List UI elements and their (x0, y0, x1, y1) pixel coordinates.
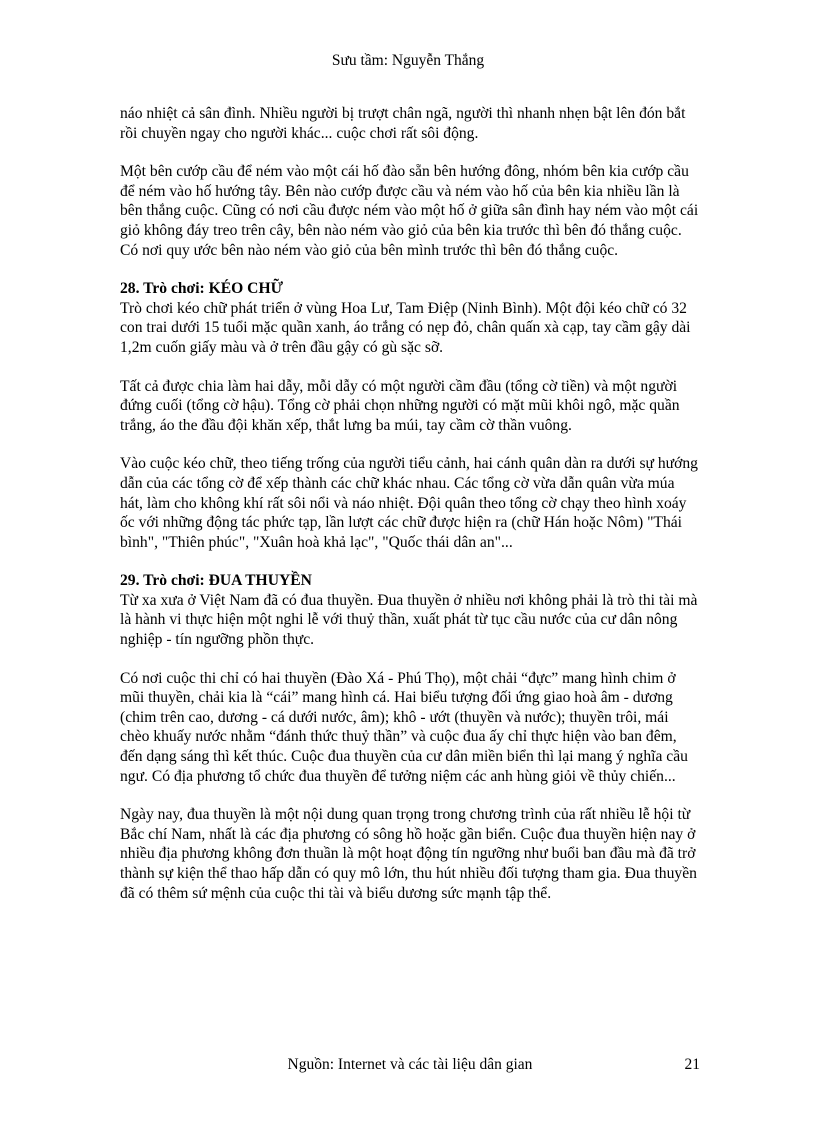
paragraph-intro-1: náo nhiệt cả sân đình. Nhiều người bị trượt chân ngã, người thì nhanh nhẹn bật lên đón bắt rồi chuyền ngay cho người khác... cuộc chơi rất sôi động. (120, 105, 686, 142)
section-heading-28: 28. Trò chơi: KÉO CHỮ (120, 280, 283, 298)
paragraph-28-3: Vào cuộc kéo chữ, theo tiếng trống của người tiểu cảnh, hai cánh quân dàn ra dưới sự hướng dẫn của các tổng cờ để xếp thành các chữ khác nhau. Các tổng cờ vừa dẫn quân vừa múa hát, làm cho không khí rất sôi nổi và náo nhiệt. Đội quân theo tổng cờ chạy theo hình xoáy ốc với những động tác phức tạp, lần lượt các chữ được hiện ra (chữ Hán hoặc Nôm) "Thái bình", "Thiên phúc", "Xuân hoà khả lạc", "Quốc thái dân an"... (120, 455, 698, 551)
page-number: 21 (684, 1056, 700, 1073)
paragraph-29-1: Từ xa xưa ở Việt Nam đã có đua thuyền. Đua thuyền ở nhiều nơi không phải là trò thi tài mà là hành vi thực hiện một nghi lễ với thuỷ thần, xuất phát từ tục cầu nước của cư dân nông nghiệp - tín ngưỡng phồn thực. (120, 591, 698, 649)
page-header: Sưu tầm: Nguyễn Thắng (331, 52, 485, 69)
paragraph-29-2: Có nơi cuộc thi chỉ có hai thuyền (Đào Xá - Phú Thọ), một chải “đực” mang hình chim ở mũi thuyền, chải kia là “cái” mang hình cá. Hai biểu tượng đối ứng giao hoà âm - dương (chim trên cao, dương - cá dưới nước, âm); khô - ướt (thuyền và nước); thuyền trôi, mái chèo khuấy nước nhằm “đánh thức thuỷ thần” và cuộc đua ấy chỉ thực hiện vào ban đêm, đến dạng sáng thì kết thúc. Cuộc đua thuyền của cư dân miền biển thì lại mang ý nghĩa cầu ngư. Có địa phương tổ chức đua thuyền để tưởng niệm các anh hùng giỏi về thủy chiến... (120, 669, 688, 785)
footer-source: Nguồn: Internet và các tài liệu dân gian (287, 1056, 533, 1073)
section-heading-29: 29. Trò chơi: ĐUA THUYỀN (120, 572, 312, 590)
page-body (120, 104, 700, 903)
paragraph-29-3: Ngày nay, đua thuyền là một nội dung quan trọng trong chương trình của rất nhiều lễ hội từ Bắc chí Nam, nhất là các địa phương có sông hồ hoặc gần biển. Cuộc đua thuyền hiện nay ở nhiều địa phương không đơn thuần là một hoạt động tín ngưỡng như buổi ban đầu mà đã trở thành sự kiện thể thao hấp dẫn có quy mô lớn, thu hút nhiều đối tượng tham gia. Đua thuyền đã có thêm sứ mệnh của cuộc thi tài và biểu dương sức mạnh tập thể. (120, 806, 697, 902)
paragraph-28-2: Tất cả được chia làm hai dẫy, mỗi dẫy có một người cầm đầu (tổng cờ tiền) và một người đứng cuối (tổng cờ hậu). Tổng cờ phải chọn những người có mặt mũi khôi ngô, mặc quần trắng, áo the đầu đội khăn xếp, thắt lưng ba múi, tay cầm cờ thần vuông. (120, 377, 680, 434)
paragraph-28-1: Trò chơi kéo chữ phát triển ở vùng Hoa Lư, Tam Điệp (Ninh Bình). Một đội kéo chữ có 32 con trai dưới 15 tuổi mặc quần xanh, áo trắng có nẹp đỏ, chân quấn xà cạp, tay cầm gậy dài 1,2m cuốn giấy màu và ở trên đầu gậy có gù sặc sỡ. (120, 299, 691, 356)
paragraph-intro-2: Một bên cướp cầu để ném vào một cái hố đào sẵn bên hướng đông, nhóm bên kia cướp cầu để ném vào hố hướng tây. Bên nào cướp được cầu và ném vào hố của bên kia nhiều lần là bên thắng cuộc. Cũng có nơi cầu được ném vào một hố ở giữa sân đình hay ném vào một cái giỏ không đáy treo trên cây, bên nào ném vào giỏ của bên kia trước thì bên đó thắng cuộc. Có nơi quy ước bên nào ném vào giỏ của bên mình trước thì bên đó thắng cuộc. (120, 163, 699, 259)
